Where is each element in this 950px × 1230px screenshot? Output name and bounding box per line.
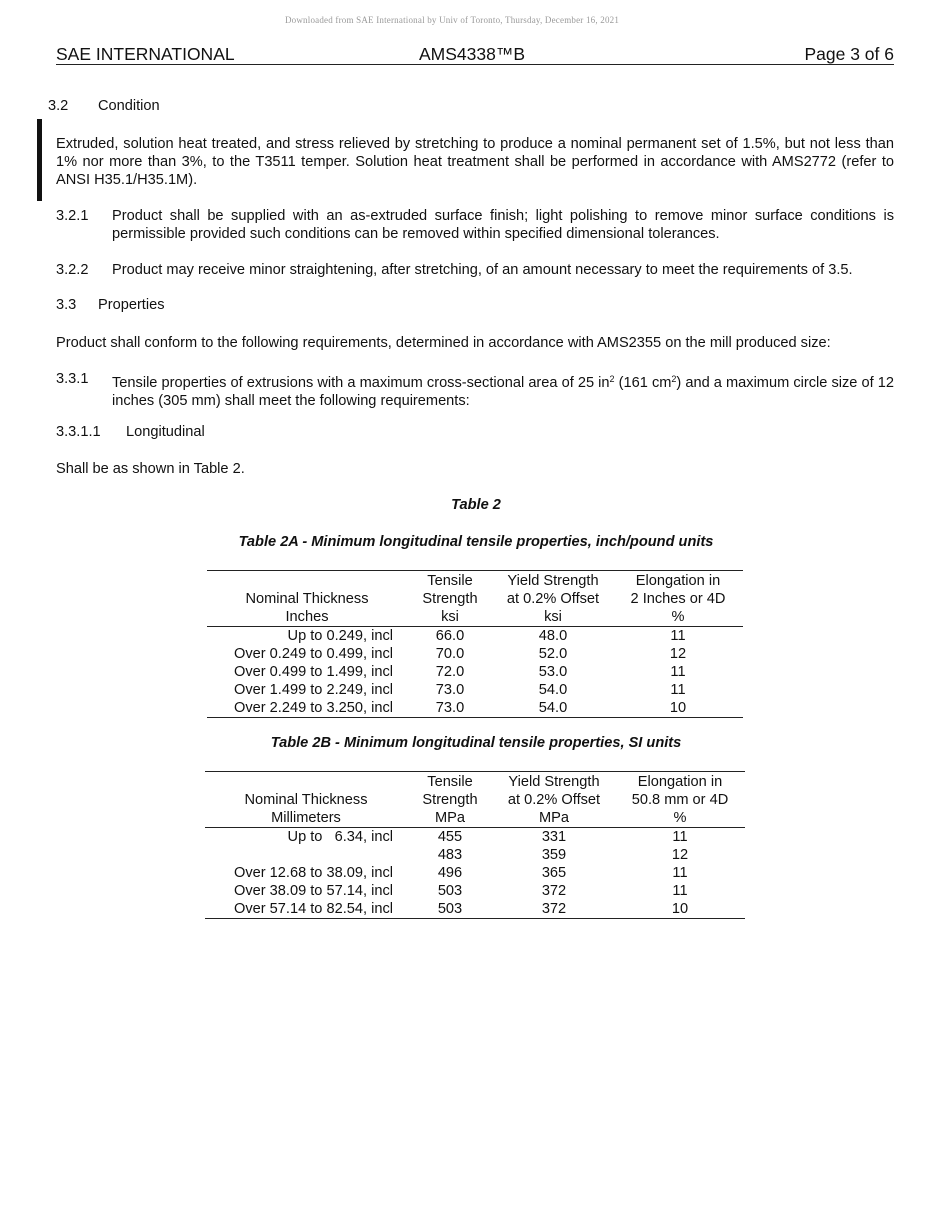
table-header-row: Millimeters MPa MPa % — [205, 809, 745, 828]
download-watermark: Downloaded from SAE International by Univ of Toronto, Thursday, December 16, 2021 — [284, 15, 620, 25]
table-row: Over 1.499 to 2.249, incl 73.0 54.0 11 — [233, 682, 686, 698]
table-row: Up to 6.34, incl 455 331 11 — [287, 829, 688, 845]
section-3-3-heading — [56, 297, 165, 313]
table-2b — [205, 771, 745, 919]
page-header — [56, 44, 894, 65]
table-header-row: Inches ksi ksi % — [207, 608, 743, 627]
table-reference-text: Shall be as shown in Table 2. — [56, 461, 245, 477]
section-title: Condition — [98, 98, 160, 114]
section-text: Product may receive minor straightening, after stretching, of an amount necessary to meet the requirements of 3.5. — [112, 262, 853, 278]
table-2-title: Table 2 — [451, 497, 501, 513]
table-row: Over 2.249 to 3.250, incl 73.0 54.0 10 — [207, 699, 743, 718]
table-row: Over 12.68 to 38.09, incl 496 365 11 — [233, 865, 688, 881]
section-3-2-2 — [56, 261, 894, 279]
table-header-row: Tensile Yield Strength Elongation in — [205, 772, 745, 792]
table-header-row: Nominal Thickness Strength at 0.2% Offset 2 Inches or 4D — [245, 591, 726, 607]
section-number: 3.2.2 — [56, 262, 89, 278]
header-organization: SAE INTERNATIONAL — [56, 44, 235, 64]
table-header-row: Tensile Yield Strength Elongation in — [207, 571, 743, 591]
section-text: Tensile properties of extrusions with a maximum cross-sectional area of 25 $in^2$ (161 $cm^2$) and a maximum circle size of 12 inches (305 mm) shall meet the following requirements: — [112, 374, 894, 409]
section-title: Longitudinal — [126, 424, 205, 440]
section-3-2-heading — [48, 98, 160, 114]
header-document-number: AMS4338™B — [419, 44, 526, 64]
section-text: Product shall be supplied with an as-extruded surface finish; light polishing to remove minor surface conditions is permissible provided such conditions can be removed within specified dimensional tolerances. — [112, 208, 894, 242]
condition-paragraph: Extruded, solution heat treated, and stress relieved by stretching to produce a nominal permanent set of 1.5%, but not less than 1% nor more than 3%, to the T3511 temper. Solution heat treatment shall be performed in accordance with AMS2772 (refer to ANSI H35.1/H35.1M). — [56, 136, 894, 188]
table-2a — [207, 570, 743, 718]
section-number: 3.3.1.1 — [56, 424, 101, 440]
table-row: Over 57.14 to 82.54, incl 503 372 10 — [205, 900, 745, 919]
table-row: 483 359 12 — [437, 847, 689, 863]
section-number: 3.3.1 — [56, 371, 89, 387]
section-title: Properties — [98, 297, 165, 313]
section-3-3-1-1-heading — [56, 424, 205, 440]
table-row: Up to 0.249, incl 66.0 48.0 11 — [287, 628, 686, 644]
table-header-row: Nominal Thickness Strength at 0.2% Offset 50.8 mm or 4D — [244, 792, 729, 808]
section-3-2-1 — [56, 207, 894, 243]
table-2b-caption: Table 2B - Minimum longitudinal tensile properties, SI units — [270, 735, 682, 751]
table-row: Over 0.499 to 1.499, incl 72.0 53.0 11 — [233, 664, 686, 680]
table-row: Over 38.09 to 57.14, incl 503 372 11 — [233, 883, 688, 899]
revision-change-bar — [37, 119, 42, 201]
table-2a-caption: Table 2A - Minimum longitudinal tensile properties, inch/pound units — [238, 534, 714, 550]
section-number: 3.2 — [48, 98, 69, 114]
section-number: 3.3 — [56, 297, 77, 313]
table-row: Over 0.249 to 0.499, incl 70.0 52.0 12 — [233, 646, 687, 662]
section-3-3-1 — [56, 370, 894, 409]
section-number: 3.2.1 — [56, 208, 89, 224]
header-page-number: Page 3 of 6 — [804, 44, 894, 64]
properties-paragraph: Product shall conform to the following requirements, determined in accordance with AMS2355 on the mill produced size: — [56, 335, 831, 351]
